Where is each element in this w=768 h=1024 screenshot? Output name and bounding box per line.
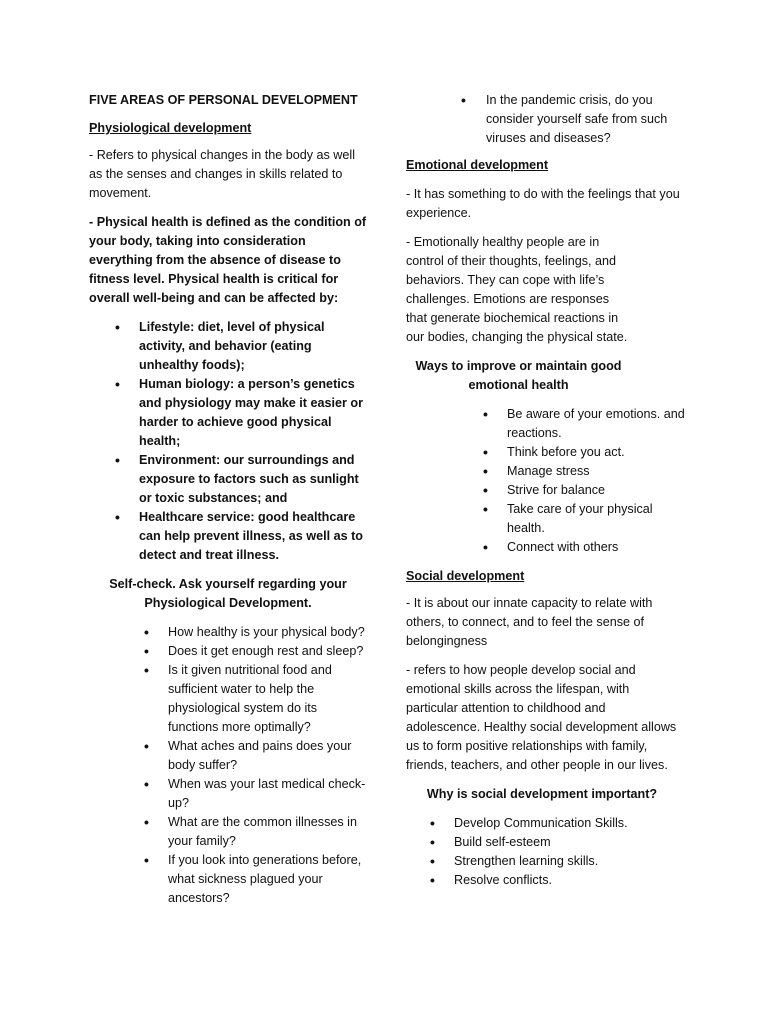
emotional-para-1: - It has something to do with the feelings that you experience. (406, 187, 680, 220)
pandemic-question-list (461, 91, 686, 148)
list-item: • When was your last medical check-up? (144, 775, 367, 813)
social-reasons-list (430, 814, 686, 890)
list-item: • Strive for balance (483, 481, 686, 500)
social-heading: Social development (406, 569, 525, 583)
list-item: • Be aware of your emotions. and reactions. (483, 405, 686, 443)
list-item: • Healthcare service: good healthcare can help prevent illness, as well as to detect and treat illness. (115, 508, 367, 565)
selfcheck-list (144, 623, 367, 908)
left-column (89, 91, 367, 918)
emotional-para-2: - Emotionally healthy people are in control of their thoughts, feelings, and behaviors. They can cope with life’s challenges. Emotions are responses that generate biochemical reactions in our bodies, changing the physical state. (406, 235, 628, 344)
list-item: • What aches and pains does your body suffer? (144, 737, 367, 775)
social-para-1: - It is about our innate capacity to relate with others, to connect, and to feel the sense of belongingness (406, 596, 653, 648)
list-item: • Human biology: a person’s genetics and physiology may make it easier or harder to achieve good physical health; (115, 375, 367, 451)
health-factors-list (115, 318, 367, 565)
right-column (406, 91, 686, 900)
list-item: • Lifestyle: diet, level of physical activity, and behavior (eating unhealthy foods); (115, 318, 367, 375)
list-item: • Take care of your physical health. (483, 500, 686, 538)
list-item: • If you look into generations before, what sickness plagued your ancestors? (144, 851, 367, 908)
list-item: • Develop Communication Skills. (430, 814, 686, 833)
list-item: • Manage stress (483, 462, 686, 481)
emotional-ways-list (483, 405, 686, 557)
list-item: • Strengthen learning skills. (430, 852, 686, 871)
list-item: • Is it given nutritional food and sufficient water to help the physiological system do its functions more optimally? (144, 661, 367, 737)
document-title: FIVE AREAS OF PERSONAL DEVELOPMENT (89, 93, 358, 107)
list-item: • Does it get enough rest and sleep? (144, 642, 367, 661)
physiological-para-1: - Refers to physical changes in the body as well as the senses and changes in skills related to movement. (89, 148, 356, 200)
list-item: • What are the common illnesses in your family? (144, 813, 367, 851)
physiological-para-2: - Physical health is defined as the condition of your body, taking into consideration everything from the absence of disease to fitness level. Physical health is critical for overall well-being and can be affected by: (89, 215, 367, 305)
list-item: • Think before you act. (483, 443, 686, 462)
social-para-2: - refers to how people develop social and emotional skills across the lifespan, with particular attention to childhood and adolescence. Healthy social development allows us to form positive relationships with family, friends, teachers, and other people in our lives. (406, 663, 677, 772)
emotional-ways-heading: Ways to improve or maintain good emotional health (415, 359, 622, 392)
list-item: • In the pandemic crisis, do you consider yourself safe from such viruses and diseases? (461, 91, 686, 148)
list-item: • Build self-esteem (430, 833, 686, 852)
list-item: • Environment: our surroundings and exposure to factors such as sunlight or toxic substances; and (115, 451, 367, 508)
selfcheck-heading: Self-check. Ask yourself regarding your Physiological Development. (109, 577, 347, 610)
emotional-heading: Emotional development (406, 158, 549, 172)
physiological-heading: Physiological development (89, 121, 252, 135)
list-item: • How healthy is your physical body? (144, 623, 367, 642)
list-item: • Connect with others (483, 538, 686, 557)
social-why-heading: Why is social development important? (426, 787, 658, 801)
list-item: • Resolve conflicts. (430, 871, 686, 890)
